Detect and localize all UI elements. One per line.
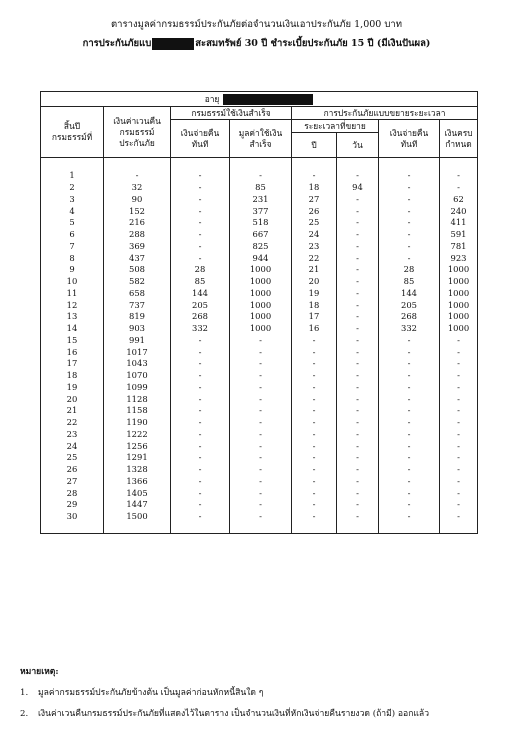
table-row <box>41 229 478 241</box>
table-cell: 20 <box>41 393 104 405</box>
table-cell: 1328 <box>104 464 171 476</box>
table-cell: - <box>379 241 440 253</box>
table-cell: 6 <box>41 229 104 241</box>
table-cell: 18 <box>41 370 104 382</box>
table-cell: 1190 <box>104 417 171 429</box>
table-cell: - <box>171 229 230 241</box>
table-cell: - <box>440 182 478 194</box>
table-cell: 216 <box>104 217 171 229</box>
table-cell: - <box>440 335 478 347</box>
table-cell: - <box>292 417 337 429</box>
col-group-extended: การประกันภัยแบบขยายระยะเวลา <box>292 107 478 120</box>
table-cell: 10 <box>41 276 104 288</box>
table-cell: 1000 <box>440 323 478 335</box>
table-row <box>41 288 478 300</box>
table-row <box>41 440 478 452</box>
table-cell: 144 <box>379 288 440 300</box>
table-cell: 17 <box>41 358 104 370</box>
table-cell: 7 <box>41 241 104 253</box>
table-cell: - <box>337 429 379 441</box>
table-cell: 21 <box>292 264 337 276</box>
notes-section <box>20 664 500 727</box>
table-cell: - <box>171 476 230 488</box>
table-cell: - <box>379 217 440 229</box>
table-cell: 268 <box>171 311 230 323</box>
table-cell: 1000 <box>440 288 478 300</box>
table-cell: 18 <box>292 182 337 194</box>
table-cell: - <box>379 487 440 499</box>
table-cell: 582 <box>104 276 171 288</box>
table-cell: 16 <box>41 346 104 358</box>
table-cell: - <box>337 452 379 464</box>
table-cell: - <box>171 358 230 370</box>
table-cell: 1000 <box>230 264 292 276</box>
col-years: ปี <box>292 133 337 158</box>
table-cell: - <box>337 487 379 499</box>
table-cell: 27 <box>41 476 104 488</box>
table-row <box>41 429 478 441</box>
table-cell: 19 <box>292 288 337 300</box>
table-cell: 13 <box>41 311 104 323</box>
table-row <box>41 194 478 206</box>
table-cell: - <box>230 335 292 347</box>
table-cell: - <box>171 194 230 206</box>
table-cell: - <box>440 346 478 358</box>
table-cell: - <box>292 511 337 523</box>
table-cell: 781 <box>440 241 478 253</box>
table-cell: 437 <box>104 252 171 264</box>
table-cell: - <box>292 346 337 358</box>
table-cell: 1000 <box>230 288 292 300</box>
table-cell: - <box>171 440 230 452</box>
table-cell: - <box>292 335 337 347</box>
table-cell: 825 <box>230 241 292 253</box>
table-cell: 9 <box>41 264 104 276</box>
table-cell: 144 <box>171 288 230 300</box>
table-cell: - <box>379 476 440 488</box>
table-cell: - <box>379 429 440 441</box>
table-cell: - <box>292 464 337 476</box>
table-cell: - <box>171 487 230 499</box>
table-cell: 32 <box>104 182 171 194</box>
table-cell: 2 <box>41 182 104 194</box>
table-cell: 16 <box>292 323 337 335</box>
table-cell: - <box>292 405 337 417</box>
table-cell: - <box>292 358 337 370</box>
table-cell: 369 <box>104 241 171 253</box>
table-cell: 30 <box>41 511 104 523</box>
table-cell: - <box>440 393 478 405</box>
col-group-paid-up: กรมธรรม์ใช้เงินสำเร็จ <box>171 107 292 120</box>
table-cell: 1000 <box>230 299 292 311</box>
table-cell: - <box>230 487 292 499</box>
table-cell: 62 <box>440 194 478 206</box>
table-cell: 1000 <box>440 264 478 276</box>
table-cell: - <box>292 370 337 382</box>
col-cash-value: เงินค่าเวนคืน กรมธรรม์ ประกันภัย <box>104 107 171 158</box>
table-cell: 377 <box>230 205 292 217</box>
table-cell: - <box>171 182 230 194</box>
table-cell: 737 <box>104 299 171 311</box>
table-cell: - <box>230 476 292 488</box>
table-cell: 85 <box>379 276 440 288</box>
table-cell: - <box>337 299 379 311</box>
table-cell: 667 <box>230 229 292 241</box>
table-row <box>41 182 478 194</box>
table-cell: - <box>379 194 440 206</box>
table-row <box>41 217 478 229</box>
table-cell: - <box>230 170 292 182</box>
col-year-end: สิ้นปี กรมธรรม์ที่ <box>41 107 104 158</box>
table-cell: - <box>171 405 230 417</box>
table-cell: - <box>292 170 337 182</box>
table-cell: 28 <box>41 487 104 499</box>
table-row <box>41 299 478 311</box>
table-cell: 28 <box>379 264 440 276</box>
col-extended-period: ระยะเวลาที่ขยาย <box>292 120 379 133</box>
table-row <box>41 382 478 394</box>
table-cell: - <box>337 170 379 182</box>
table-cell: - <box>337 382 379 394</box>
table-cell: 332 <box>379 323 440 335</box>
table-cell: - <box>171 370 230 382</box>
table-cell: 991 <box>104 335 171 347</box>
table-row <box>41 346 478 358</box>
table-cell: 1128 <box>104 393 171 405</box>
table-cell: 15 <box>41 335 104 347</box>
table-cell: - <box>379 346 440 358</box>
table-cell: - <box>337 476 379 488</box>
table-row <box>41 511 478 523</box>
table-cell: 1291 <box>104 452 171 464</box>
table-cell: - <box>292 476 337 488</box>
table-cell: - <box>379 499 440 511</box>
table-cell: - <box>379 252 440 264</box>
table-cell: - <box>337 511 379 523</box>
table-cell: 5 <box>41 217 104 229</box>
table-cell: - <box>379 358 440 370</box>
table-cell: 240 <box>440 205 478 217</box>
table-cell: - <box>337 370 379 382</box>
table-cell: 1222 <box>104 429 171 441</box>
table-row <box>41 452 478 464</box>
table-cell: - <box>171 499 230 511</box>
table-cell: - <box>379 464 440 476</box>
table-cell: - <box>440 170 478 182</box>
table-cell: 25 <box>41 452 104 464</box>
table-cell: - <box>337 276 379 288</box>
table-row <box>41 464 478 476</box>
table-cell: 923 <box>440 252 478 264</box>
table-cell: - <box>171 346 230 358</box>
table-cell: - <box>171 241 230 253</box>
table-cell: - <box>337 440 379 452</box>
table-cell: - <box>292 429 337 441</box>
table-cell: 12 <box>41 299 104 311</box>
table-cell: - <box>337 464 379 476</box>
table-cell: - <box>337 335 379 347</box>
table-row <box>41 476 478 488</box>
table-cell: - <box>337 346 379 358</box>
age-redaction <box>223 94 313 105</box>
table-cell: 1405 <box>104 487 171 499</box>
table-cell: - <box>337 205 379 217</box>
table-cell: - <box>230 440 292 452</box>
note-item: 1. มูลค่ากรมธรรม์ประกันภัยข้างต้น เป็นมูลค่าก่อนหักหนี้สินใด ๆ <box>20 688 264 698</box>
table-cell: - <box>379 405 440 417</box>
table-cell: - <box>440 358 478 370</box>
table-cell: - <box>230 358 292 370</box>
table-cell: 19 <box>41 382 104 394</box>
table-cell: 85 <box>171 276 230 288</box>
table-cell: 11 <box>41 288 104 300</box>
table-cell: 944 <box>230 252 292 264</box>
table-cell: - <box>379 229 440 241</box>
table-cell: - <box>230 511 292 523</box>
table-cell: - <box>337 264 379 276</box>
table-cell: - <box>440 476 478 488</box>
table-row <box>41 405 478 417</box>
table-row <box>41 205 478 217</box>
table-cell: - <box>171 393 230 405</box>
table-cell: - <box>379 182 440 194</box>
table-cell: 1 <box>41 170 104 182</box>
subtitle-part-2: สะสมทรัพย์ 30 ปี ชำระเบี้ยประกันภัย 15 ปี (มีเงินปันผล) <box>195 38 431 49</box>
table-cell: 508 <box>104 264 171 276</box>
col-days: วัน <box>337 133 379 158</box>
table-cell: - <box>379 440 440 452</box>
table-cell: - <box>379 393 440 405</box>
table-cell: 24 <box>292 229 337 241</box>
table-cell: - <box>440 405 478 417</box>
table-cell: - <box>337 323 379 335</box>
table-row <box>41 252 478 264</box>
table-cell: - <box>230 393 292 405</box>
table-cell: - <box>337 217 379 229</box>
table-row <box>41 393 478 405</box>
table-cell: 1500 <box>104 511 171 523</box>
table-row <box>41 264 478 276</box>
table-cell: 819 <box>104 311 171 323</box>
table-cell: 268 <box>379 311 440 323</box>
table-cell: - <box>171 205 230 217</box>
age-header: อายุ <box>41 92 478 107</box>
table-cell: - <box>337 499 379 511</box>
notes-heading: หมายเหตุ: <box>20 667 59 677</box>
table-cell: 8 <box>41 252 104 264</box>
table-cell: 1000 <box>440 299 478 311</box>
table-cell: 518 <box>230 217 292 229</box>
table-cell: - <box>230 464 292 476</box>
table-cell: 1043 <box>104 358 171 370</box>
table-cell: 24 <box>41 440 104 452</box>
table-cell: - <box>230 370 292 382</box>
table-cell: - <box>337 358 379 370</box>
table-cell: 152 <box>104 205 171 217</box>
table-cell: - <box>292 452 337 464</box>
table-cell: 17 <box>292 311 337 323</box>
table-cell: 25 <box>292 217 337 229</box>
table-cell: 411 <box>440 217 478 229</box>
col-ext-cash: เงินจ่ายคืน ทันที <box>379 120 440 158</box>
table-cell: - <box>230 452 292 464</box>
table-cell: - <box>440 382 478 394</box>
redaction-block <box>152 38 194 50</box>
table-cell: 85 <box>230 182 292 194</box>
col-paid-up-cash: เงินจ่ายคืน ทันที <box>171 120 230 158</box>
table-cell: 591 <box>440 229 478 241</box>
table-cell: 21 <box>41 405 104 417</box>
table-cell: - <box>379 382 440 394</box>
table-row <box>41 311 478 323</box>
table-cell: - <box>171 252 230 264</box>
table-cell: - <box>379 370 440 382</box>
table-cell: - <box>337 405 379 417</box>
table-cell: - <box>171 382 230 394</box>
table-cell: - <box>440 487 478 499</box>
table-cell: 29 <box>41 499 104 511</box>
table-cell: - <box>337 252 379 264</box>
col-paid-up-value: มูลค่าใช้เงิน สำเร็จ <box>230 120 292 158</box>
table-cell: - <box>379 335 440 347</box>
table-cell: - <box>379 452 440 464</box>
table-cell: 205 <box>171 299 230 311</box>
table-cell: - <box>292 499 337 511</box>
table-cell: - <box>230 382 292 394</box>
table-cell: 28 <box>171 264 230 276</box>
table-cell: 903 <box>104 323 171 335</box>
table-cell: - <box>379 511 440 523</box>
table-cell: - <box>337 393 379 405</box>
table-cell: 1256 <box>104 440 171 452</box>
table-cell: 22 <box>41 417 104 429</box>
table-row <box>41 323 478 335</box>
table-cell: - <box>171 335 230 347</box>
table-cell: - <box>440 464 478 476</box>
table-row <box>41 335 478 347</box>
table-cell: - <box>171 217 230 229</box>
table-cell: 231 <box>230 194 292 206</box>
table-cell: 26 <box>292 205 337 217</box>
table-cell: - <box>440 370 478 382</box>
table-cell: - <box>292 393 337 405</box>
table-cell: 22 <box>292 252 337 264</box>
table-cell: 1366 <box>104 476 171 488</box>
table-cell: 1000 <box>230 276 292 288</box>
table-cell: - <box>337 417 379 429</box>
table-cell: - <box>440 440 478 452</box>
table-cell: - <box>230 417 292 429</box>
table-cell: - <box>337 288 379 300</box>
table-cell: 658 <box>104 288 171 300</box>
table-cell: 1447 <box>104 499 171 511</box>
table-cell: - <box>440 499 478 511</box>
table-cell: - <box>230 499 292 511</box>
table-cell: - <box>171 511 230 523</box>
table-cell: 3 <box>41 194 104 206</box>
col-maturity: เงินครบ กำหนด <box>440 120 478 158</box>
table-cell: 94 <box>337 182 379 194</box>
table-cell: - <box>337 311 379 323</box>
table-cell: 1017 <box>104 346 171 358</box>
table-cell: 332 <box>171 323 230 335</box>
table-row <box>41 241 478 253</box>
document-title: ตารางมูลค่ากรมธรรม์ประกันภัยต่อจำนวนเงินเอาประกันภัย 1,000 บาท <box>111 19 402 30</box>
table-cell: 90 <box>104 194 171 206</box>
note-item: 2. เงินค่าเวนคืนกรมธรรม์ประกันภัยที่แสดงไว้ในตาราง เป็นจำนวนเงินที่หักเงินจ่ายคืนรายงวด (ถ้ามี) ออกแล้ว <box>20 709 430 719</box>
table-cell: - <box>440 429 478 441</box>
table-row <box>41 276 478 288</box>
table-cell: - <box>171 464 230 476</box>
table-cell: - <box>440 417 478 429</box>
table-cell: 1000 <box>440 276 478 288</box>
table-cell: - <box>292 487 337 499</box>
table-cell: - <box>171 429 230 441</box>
table-row <box>41 358 478 370</box>
subtitle-part-1: การประกันภัยแบ <box>82 38 152 49</box>
policy-value-table <box>40 91 478 534</box>
table-cell: - <box>337 194 379 206</box>
document-subtitle <box>0 36 513 51</box>
table-cell: 20 <box>292 276 337 288</box>
table-row <box>41 417 478 429</box>
table-cell: - <box>171 417 230 429</box>
table-cell: - <box>337 229 379 241</box>
table-cell: - <box>379 417 440 429</box>
table-row <box>41 487 478 499</box>
table-cell: 18 <box>292 299 337 311</box>
table-cell: 1070 <box>104 370 171 382</box>
table-cell: - <box>379 205 440 217</box>
table-cell: - <box>230 405 292 417</box>
table-row <box>41 370 478 382</box>
table-cell: 27 <box>292 194 337 206</box>
table-cell: 26 <box>41 464 104 476</box>
table-cell: - <box>104 170 171 182</box>
table-cell: 23 <box>41 429 104 441</box>
table-cell: - <box>337 241 379 253</box>
table-row <box>41 499 478 511</box>
table-cell: 1000 <box>440 311 478 323</box>
table-cell: 23 <box>292 241 337 253</box>
table-cell: 1099 <box>104 382 171 394</box>
table-cell: - <box>230 346 292 358</box>
table-row <box>41 170 478 182</box>
table-cell: 1158 <box>104 405 171 417</box>
table-cell: 1000 <box>230 323 292 335</box>
table-cell: 1000 <box>230 311 292 323</box>
table-cell: - <box>171 170 230 182</box>
table-cell: - <box>292 382 337 394</box>
table-cell: - <box>171 452 230 464</box>
table-cell: - <box>292 440 337 452</box>
table-cell: 14 <box>41 323 104 335</box>
table-cell: - <box>230 429 292 441</box>
table-cell: 4 <box>41 205 104 217</box>
table-cell: 288 <box>104 229 171 241</box>
table-cell: - <box>440 452 478 464</box>
table-cell: - <box>379 170 440 182</box>
table-cell: - <box>440 511 478 523</box>
table-cell: 205 <box>379 299 440 311</box>
